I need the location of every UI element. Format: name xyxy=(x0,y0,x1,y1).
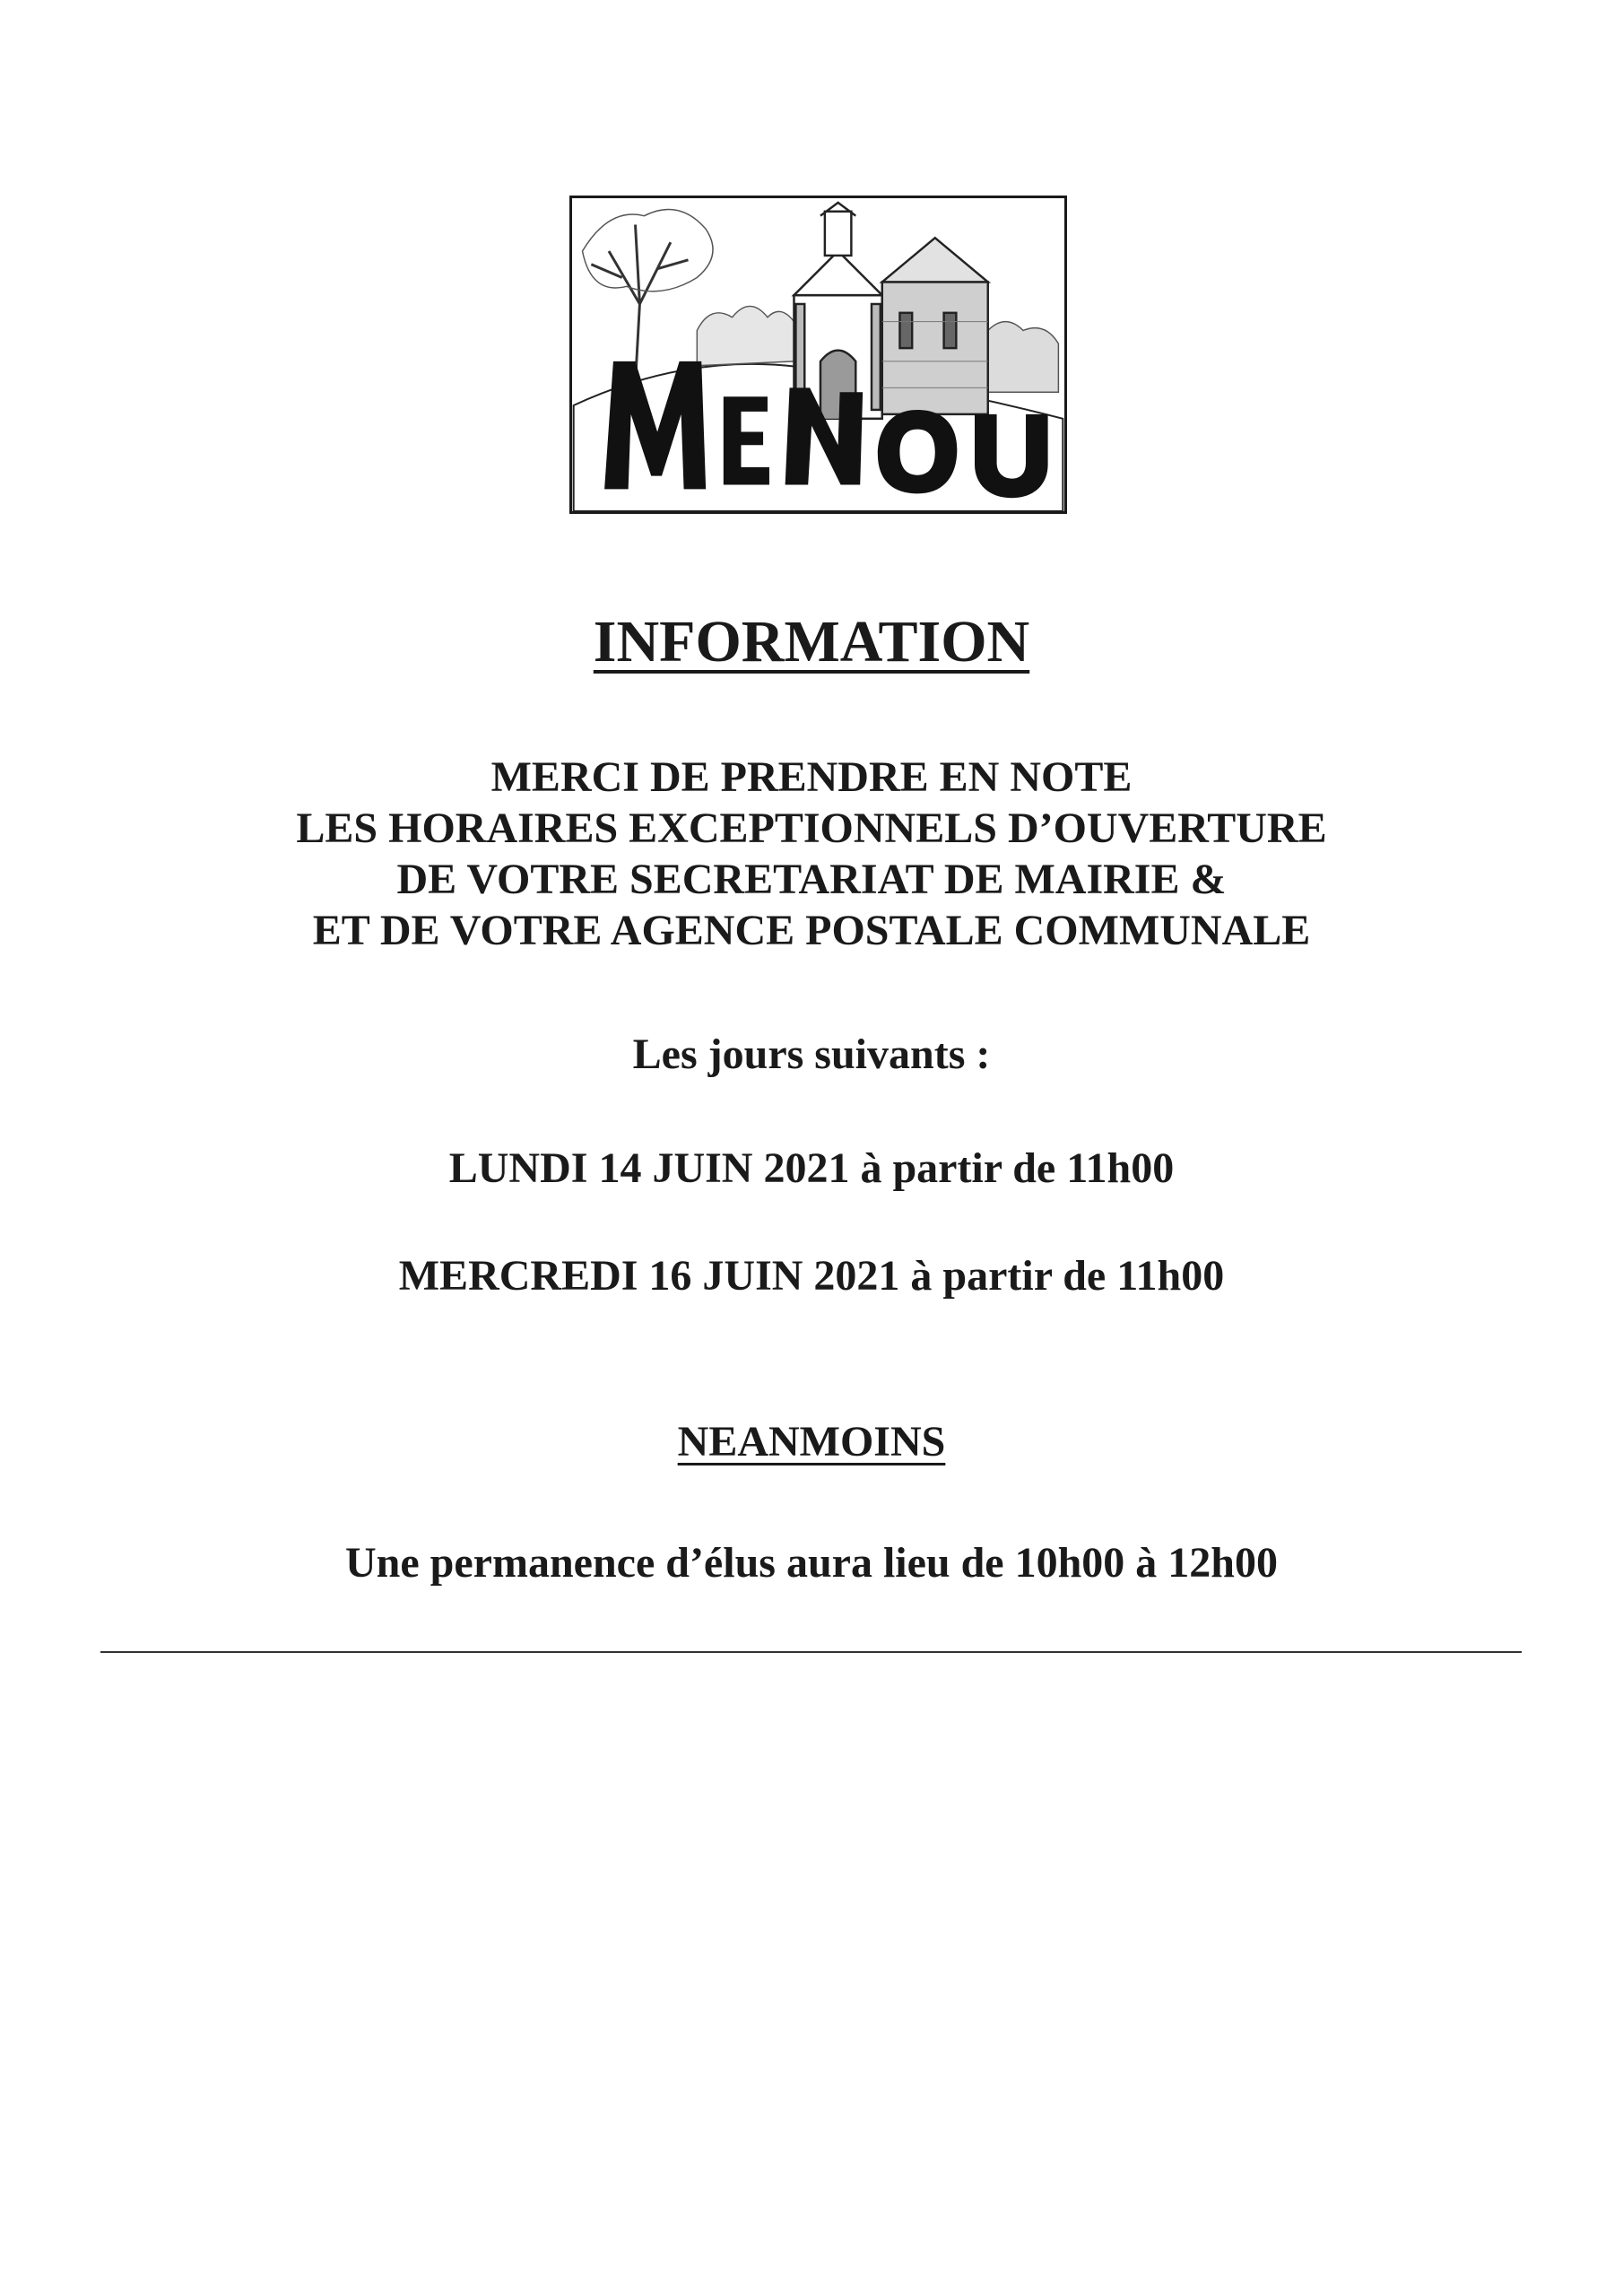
menou-logo xyxy=(569,196,1067,514)
notice-heading xyxy=(0,1417,1623,1466)
village-church-illustration xyxy=(572,198,1064,511)
notice-text: Une permanence d’élus aura lieu de 10h00 à 12h00 xyxy=(344,1539,1278,1587)
notice-heading-text: NEANMOINS xyxy=(677,1418,946,1465)
intro-line-3: DE VOTRE SECRETARIAT DE MAIRIE & xyxy=(396,856,1227,903)
date-line-1: LUNDI 14 JUIN 2021 à partir de 11h00 xyxy=(448,1144,1175,1192)
days-label: Les jours suivants : xyxy=(632,1031,991,1078)
intro-paragraph xyxy=(0,752,1623,956)
intro-line-4: ET DE VOTRE AGENCE POSTALE COMMUNALE xyxy=(312,907,1311,954)
intro-line-1: MERCI DE PRENDRE EN NOTE xyxy=(490,753,1133,801)
horizontal-divider xyxy=(100,1651,1522,1653)
title-text: INFORMATION xyxy=(593,609,1030,674)
page-title xyxy=(0,608,1623,676)
intro-line-2: LES HORAIRES EXCEPTIONNELS D’OUVERTURE xyxy=(296,804,1327,852)
date-line-2: MERCREDI 16 JUIN 2021 à partir de 11h00 xyxy=(398,1252,1225,1300)
